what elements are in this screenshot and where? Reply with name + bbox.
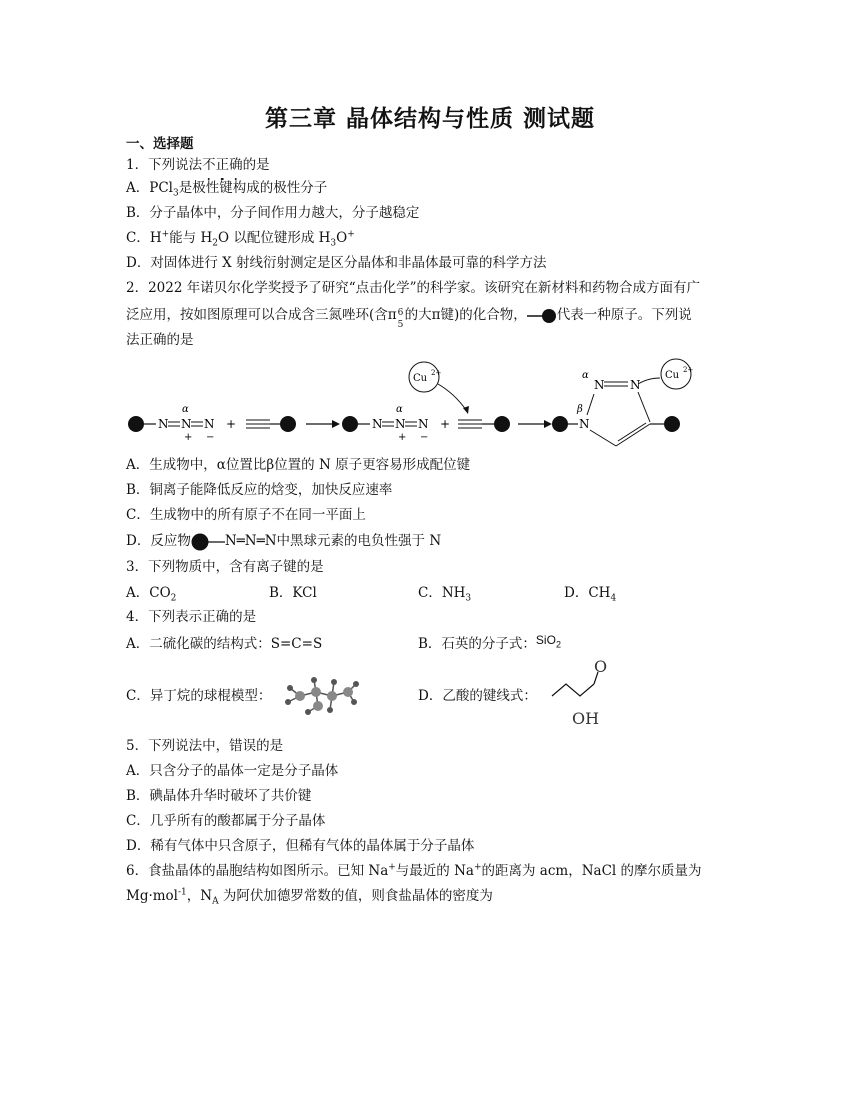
azide-formula: N═N═N	[224, 533, 277, 549]
question-5-option-d: D．稀有气体中只含原子，但稀有气体的晶体属于分子晶体	[126, 838, 475, 854]
svg-text:Cu: Cu	[665, 370, 680, 381]
question-4-option-a: A．二硫化碳的结构式：S=C=S	[126, 636, 323, 652]
n-label: N	[158, 417, 169, 431]
question-5-option-a: A．只含分子的晶体一定是分子晶体	[126, 763, 339, 779]
n-label: N	[204, 417, 215, 431]
svg-text:N: N	[630, 378, 641, 392]
plus-charge: +	[184, 432, 193, 443]
svg-text:β: β	[577, 404, 583, 415]
svg-text:2+: 2+	[431, 369, 442, 377]
svg-text:+: +	[398, 432, 407, 443]
alpha-label: α	[182, 404, 189, 415]
svg-text:α: α	[396, 404, 403, 415]
question-3-option-c: C．$NH_3$	[418, 585, 472, 604]
question-1-stem: 1．下列说法不正确的是	[126, 157, 270, 173]
atom-ball	[280, 416, 296, 432]
question-1-option-c: C．H+能与 $H_2O$ 以配位键形成 $H_3O^+$	[126, 229, 355, 249]
svg-text:N: N	[372, 417, 383, 431]
svg-text:N: N	[418, 417, 429, 431]
question-4-stem: 4．下列表示正确的是	[126, 609, 257, 625]
atom-ball	[664, 416, 680, 432]
question-2-option-b: B．铜离子能降低反应的焓变，加快反应速率	[126, 482, 393, 498]
question-5-option-c: C．几乎所有的酸都属于分子晶体	[126, 813, 326, 829]
svg-text:−: −	[420, 432, 429, 443]
isobutane-ball-stick-model	[278, 674, 364, 718]
black-ball-icon	[527, 308, 557, 324]
question-2-option-a: A．生成物中，α位置比β位置的 N 原子更容易形成配位键	[126, 457, 471, 473]
question-6-stem-line2: Mg·mol$^{-1}$，$N_A$ 为阿伏加德罗常数的值，则食盐晶体的密度为	[126, 887, 493, 907]
question-4-option-b: B．石英的分子式：SiO$_2$	[418, 633, 561, 652]
question-4-option-d: D．乙酸的键线式：	[418, 688, 537, 704]
plus-sign: +	[226, 417, 237, 431]
question-3-option-d: D．$CH_4$	[564, 585, 617, 604]
acetic-acid-line-structure	[548, 656, 618, 730]
atom-ball	[494, 416, 510, 432]
svg-text:N: N	[594, 378, 605, 392]
question-1-option-d: D．对固体进行 X 射线衍射测定是区分晶体和非晶体最可靠的科学方法	[126, 255, 547, 271]
atom-ball	[128, 416, 144, 432]
question-2-stem-line1: 2．2022 年诺贝尔化学奖授予了研究“点击化学”的科学家。该研究在新材料和药物合成方面有广	[126, 280, 701, 296]
svg-text:α: α	[582, 370, 589, 381]
atom-ball	[342, 416, 358, 432]
question-2-stem-line3: 法正确的是	[126, 332, 194, 348]
question-3-option-a: A．$CO_2$	[126, 585, 177, 604]
svg-text:N: N	[395, 417, 406, 431]
section-heading: 一、选择题	[126, 136, 194, 152]
question-2-option-d: D．反应物 N═N═N中黑球元素的电负性强于 N	[126, 533, 442, 549]
question-1-option-a: A．PCl$_3$是极性键构成的极性分子	[126, 180, 328, 199]
emphasis-dots: 不正确	[202, 157, 243, 173]
hydroxyl-label: OH	[572, 709, 600, 728]
sio2-formula: SiO$_2$	[535, 633, 561, 650]
svg-text:N: N	[579, 417, 590, 431]
question-6-stem-line1: 6．食盐晶体的晶胞结构如图所示。已知 Na+与最近的 Na+的距离为 acm，NaCl 的摩尔质量为	[126, 862, 702, 879]
svg-text:2+: 2+	[683, 366, 694, 374]
atom-ball	[552, 416, 568, 432]
question-3-option-b: B．KCl	[269, 585, 317, 601]
svg-text:+: +	[440, 417, 451, 431]
page-title: 第三章 晶体结构与性质 测试题	[264, 105, 595, 132]
question-3-stem: 3．下列物质中，含有离子键的是	[126, 559, 324, 575]
question-5-stem: 5．下列说法中，错误的是	[126, 738, 284, 754]
black-ball-icon	[191, 533, 225, 551]
minus-charge: −	[206, 432, 215, 443]
click-reaction-scheme	[120, 358, 694, 450]
oxygen-label: O	[594, 657, 608, 676]
n-label: N	[181, 417, 192, 431]
question-4-option-c: C．异丁烷的球棍模型：	[126, 688, 272, 704]
question-2-stem-line2: 泛应用，按如图原理可以合成含三氮唑环(含π 6 5 的大π键)的化合物， 代表一种原子。下列说	[126, 307, 692, 330]
svg-text:Cu: Cu	[413, 373, 428, 384]
question-1-option-b: B．分子晶体中，分子间作用力越大，分子越稳定	[126, 205, 420, 221]
question-2-option-c: C．生成物中的所有原子不在同一平面上	[126, 507, 366, 523]
question-5-option-b: B．碘晶体升华时破坏了共价键	[126, 788, 312, 804]
